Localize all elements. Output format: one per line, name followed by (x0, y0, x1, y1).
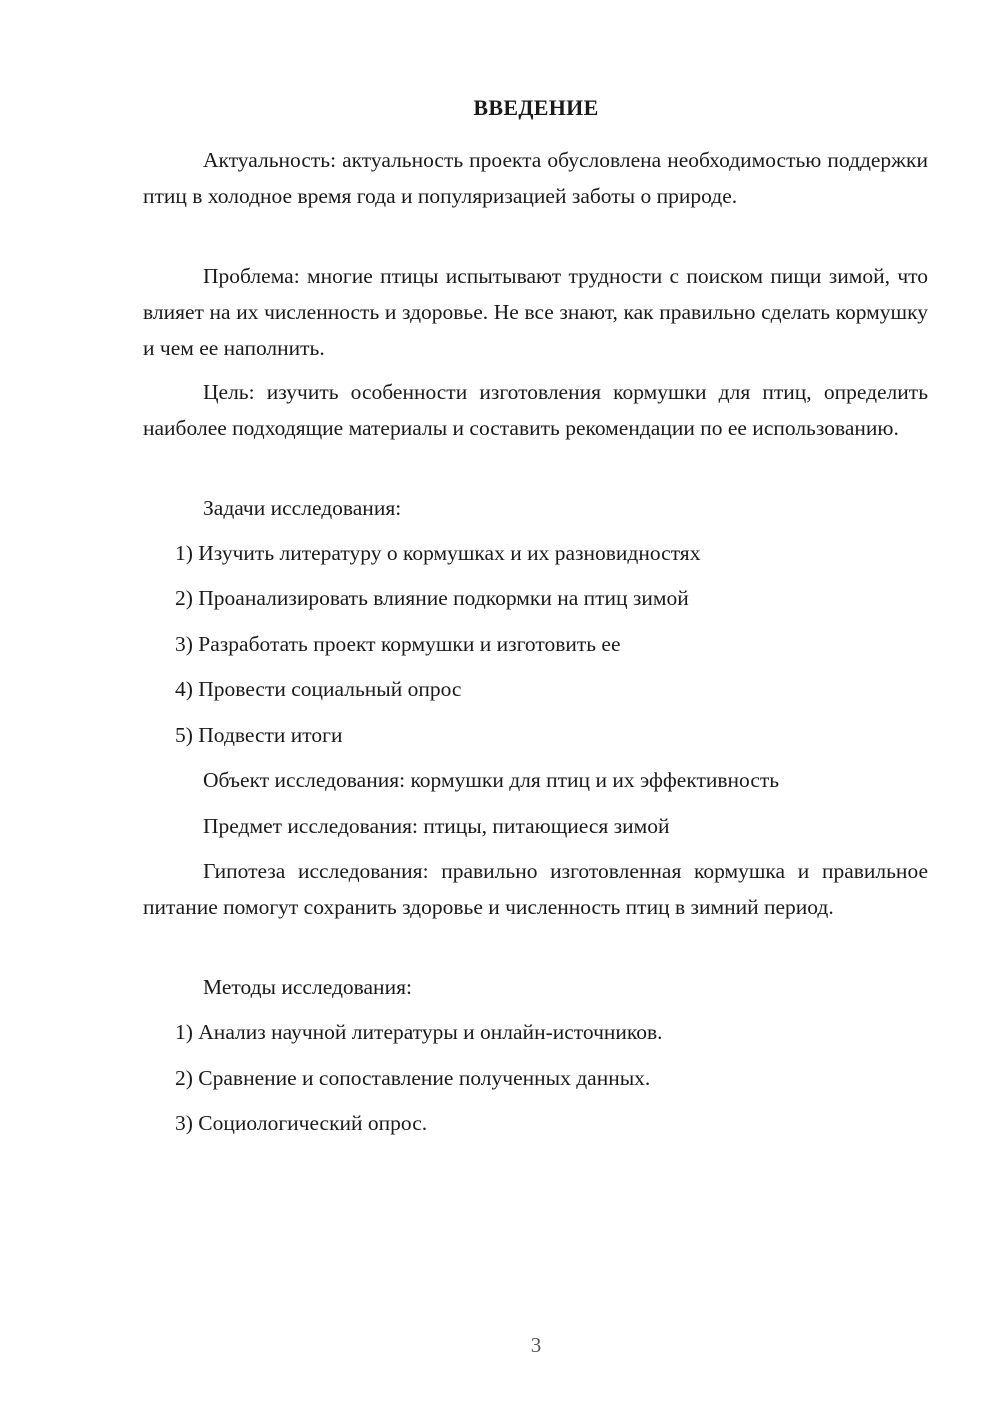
task-item: 2) Проанализировать влияние подкормки на птиц зимой (175, 586, 689, 610)
task-item: 3) Разработать проект кормушки и изготовить ее (175, 632, 621, 656)
research-object: Объект исследования: кормушки для птиц и их эффективность (203, 768, 780, 792)
tasks-title: Задачи исследования: (203, 496, 402, 520)
method-item: 3) Социологический опрос. (175, 1111, 428, 1135)
hypothesis-paragraph: Гипотеза исследования: правильно изготовленная кормушка и правильное питание помогут сохранить здоровье и численность птиц в зимний период. (143, 859, 928, 919)
methods-title: Методы исследования: (203, 975, 412, 999)
task-item: 4) Провести социальный опрос (175, 677, 462, 701)
research-subject: Предмет исследования: птицы, питающиеся зимой (203, 814, 670, 838)
relevance-paragraph: Актуальность: актуальность проекта обусловлена необходимостью поддержки птиц в холодное время года и популяризацией заботы о природе. (143, 148, 928, 208)
problem-paragraph: Проблема: многие птицы испытывают трудности с поиском пищи зимой, что влияет на их численность и здоровье. Не все знают, как правильно сделать кормушку и чем ее наполнить. (143, 264, 928, 360)
task-item: 1) Изучить литературу о кормушках и их разновидностях (175, 541, 701, 565)
section-heading: ВВЕДЕНИЕ (473, 95, 599, 120)
method-item: 1) Анализ научной литературы и онлайн-источников. (175, 1020, 663, 1044)
goal-paragraph: Цель: изучить особенности изготовления кормушки для птиц, определить наиболее подходящие материалы и составить рекомендации по ее использованию. (143, 380, 928, 440)
task-item: 5) Подвести итоги (175, 723, 343, 747)
method-item: 2) Сравнение и сопоставление полученных данных. (175, 1066, 651, 1090)
page-number: 3 (530, 1333, 542, 1357)
